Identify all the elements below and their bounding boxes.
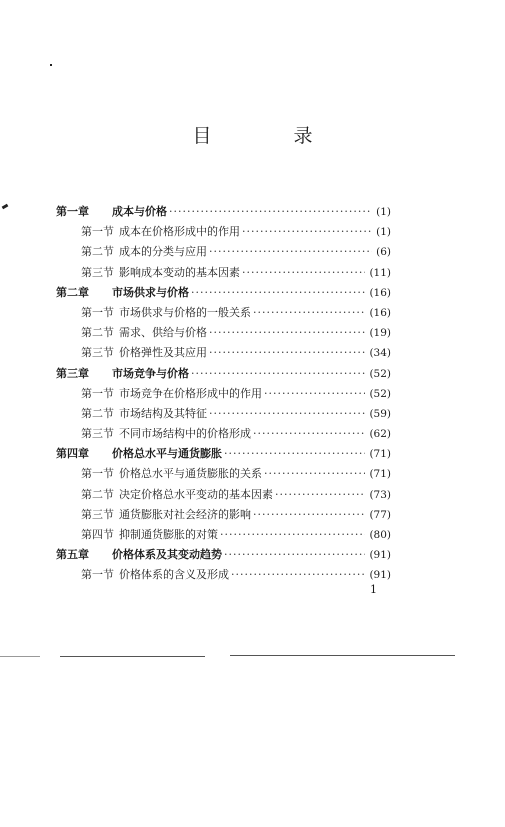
section-title: 价格总水平与通货膨胀的关系 (119, 467, 262, 481)
chapter-number: 第五章 (56, 548, 89, 562)
section-number: 第一节 (81, 305, 114, 319)
scan-speck (2, 204, 9, 210)
dot-leader (169, 205, 372, 218)
toc-section-row (56, 425, 391, 445)
page-reference: (19) (369, 327, 391, 340)
page-title: 目 录 (192, 125, 351, 147)
toc-section-row (56, 324, 391, 344)
page-reference: (16) (369, 306, 391, 319)
bottom-scan-line (230, 655, 455, 656)
section-number: 第二节 (81, 406, 114, 420)
page-reference: (16) (369, 286, 391, 299)
toc-chapter-row (56, 203, 391, 223)
dot-leader (224, 548, 365, 561)
section-title: 成本在价格形成中的作用 (119, 225, 240, 239)
section-title: 市场结构及其特征 (119, 406, 207, 420)
section-number: 第三节 (81, 427, 114, 441)
section-number: 第三节 (81, 265, 114, 279)
section-title: 抑制通货膨胀的对策 (119, 528, 218, 541)
dot-leader (209, 346, 365, 359)
toc-section-row (56, 566, 391, 586)
toc-chapter-row (56, 445, 391, 465)
scan-speck (50, 64, 52, 66)
page-reference: (71) (369, 468, 391, 481)
section-number: 第二节 (81, 326, 114, 340)
toc-section-row (56, 486, 391, 506)
section-title: 市场供求与价格的一般关系 (119, 305, 251, 319)
section-title: 市场竞争在价格形成中的作用 (119, 386, 262, 400)
dot-leader (275, 488, 365, 501)
chapter-number: 第二章 (56, 285, 89, 299)
toc-section-row (56, 304, 391, 324)
page-reference: (1) (376, 226, 391, 239)
section-number: 第二节 (81, 487, 114, 501)
bottom-scan-line (0, 656, 40, 657)
page-number: 1 (370, 583, 377, 596)
section-number: 第二节 (81, 245, 114, 259)
toc-section-row (56, 264, 391, 284)
dot-leader (264, 387, 365, 400)
page-reference: (71) (369, 448, 391, 461)
page-reference: (11) (369, 266, 391, 279)
dot-leader (209, 326, 365, 339)
page-reference: (34) (369, 347, 391, 360)
dot-leader (191, 286, 365, 299)
toc-section-row (56, 243, 391, 263)
section-title: 不同市场结构中的价格形成 (119, 427, 251, 441)
dot-leader (253, 427, 365, 440)
bottom-scan-line (60, 656, 205, 657)
section-number: 第一节 (81, 225, 114, 239)
toc-section-row (56, 465, 391, 485)
toc-chapter-row (56, 365, 391, 385)
toc-section-row (56, 526, 391, 546)
page-reference: (80) (369, 529, 391, 541)
chapter-title: 价格总水平与通货膨胀 (112, 447, 222, 461)
section-number: 第三节 (81, 507, 114, 521)
chapter-number: 第一章 (56, 205, 89, 218)
chapter-number: 第四章 (56, 447, 89, 461)
chapter-number: 第三章 (56, 366, 89, 380)
toc-chapter-row (56, 284, 391, 304)
section-number: 第一节 (81, 467, 114, 481)
dot-leader (264, 467, 365, 480)
dot-leader (242, 266, 365, 279)
section-title: 通货膨胀对社会经济的影响 (119, 507, 251, 521)
toc-section-row (56, 344, 391, 364)
chapter-title: 成本与价格 (112, 205, 167, 218)
dot-leader (253, 508, 365, 521)
section-title: 价格弹性及其应用 (119, 346, 207, 360)
section-title: 需求、供给与价格 (119, 326, 207, 340)
section-title: 价格体系的含义及形成 (119, 568, 229, 582)
section-title: 决定价格总水平变动的基本因素 (119, 487, 273, 501)
toc-section-row (56, 385, 391, 405)
dot-leader (191, 367, 365, 380)
dot-leader (209, 245, 372, 258)
section-number: 第一节 (81, 568, 114, 582)
page-reference: (73) (369, 488, 391, 501)
toc-section-row (56, 506, 391, 526)
dot-leader (242, 225, 372, 238)
toc-section-row (56, 405, 391, 425)
page-reference: (91) (369, 569, 391, 582)
section-number: 第一节 (81, 386, 114, 400)
chapter-title: 市场供求与价格 (112, 285, 189, 299)
section-number: 第三节 (81, 346, 114, 360)
page-reference: (77) (369, 508, 391, 521)
chapter-title: 价格体系及其变动趋势 (112, 548, 222, 562)
dot-leader (220, 528, 365, 541)
section-number: 第四节 (81, 528, 114, 541)
page-reference: (52) (369, 387, 391, 400)
page-reference: (62) (369, 428, 391, 441)
dot-leader (253, 306, 365, 319)
toc-section-row (56, 223, 391, 243)
page-reference: (59) (369, 407, 391, 420)
page-reference: (1) (376, 206, 391, 218)
chapter-title: 市场竞争与价格 (112, 366, 189, 380)
page-reference: (91) (369, 549, 391, 562)
page-reference: (52) (369, 367, 391, 380)
section-title: 影响成本变动的基本因素 (119, 265, 240, 279)
dot-leader (224, 447, 365, 460)
dot-leader (209, 407, 365, 420)
table-of-contents (56, 203, 391, 587)
dot-leader (231, 568, 365, 581)
section-title: 成本的分类与应用 (119, 245, 207, 259)
page-reference: (6) (376, 246, 391, 259)
toc-chapter-row (56, 546, 391, 566)
